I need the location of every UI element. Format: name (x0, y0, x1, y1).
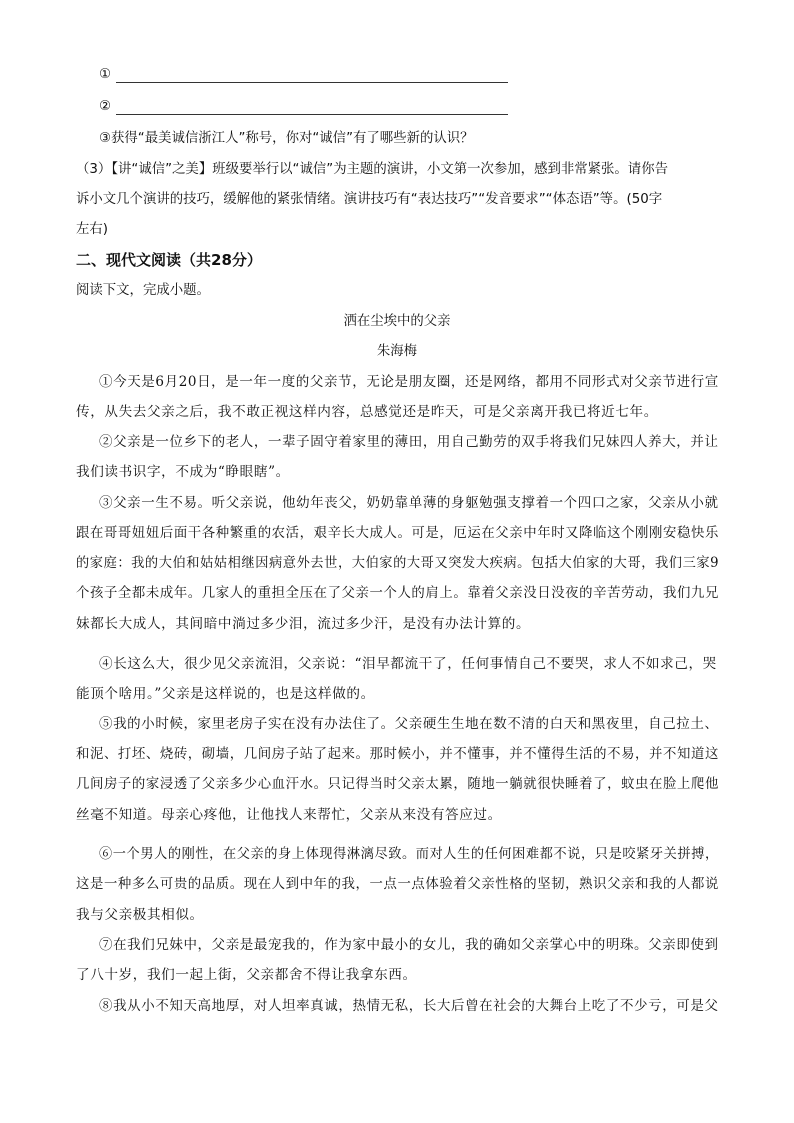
article-line: 能顶个啥用。”父亲是这样说的，也是这样做的。 (76, 686, 375, 702)
question-3-line-2: 诉小文几个演讲的技巧，缓解他的紧张情绪。演讲技巧有“表达技巧”“发音要求”“体态语”等。(50字 (76, 192, 663, 207)
question-item-1-mark: ① (99, 67, 112, 82)
article-line: 的家庭：我的大伯和姑姑相继因病意外去世，大伯家的大哥又突发大疾病。包括大伯家的大哥，我们三家9 (76, 555, 720, 571)
article-line: 传，从失去父亲之后，我不敢正视这样内容，总感觉还是昨天，可是父亲离开我已将近七年。 (76, 404, 658, 420)
article-line: ⑤我的小时候，家里老房子实在没有办法住了。父亲硬生生地在数不清的白天和黑夜里，自己拉土、 (99, 716, 719, 732)
article-line: 妹都长大成人，其间暗中淌过多少泪，流过多少汗，是没有办法计算的。 (76, 616, 531, 632)
article-line: ⑦在我们兄妹中，父亲是最宠我的，作为家中最小的女儿，我的确如父亲掌心中的明珠。父亲即使到 (99, 937, 719, 953)
question-3-line-3: 左右) (76, 222, 109, 237)
article-line: ④长这么大，很少见父亲流泪，父亲说：“泪早都流干了，任何事情自己不要哭，求人不如求己，哭 (99, 656, 717, 672)
article-line: ③父亲一生不易。听父亲说，他幼年丧父，奶奶靠单薄的身躯勉强支撑着一个四口之家，父亲从小就 (99, 495, 719, 511)
article-line: 个孩子全都未成年。几家人的重担全压在了父亲一个人的肩上。靠着父亲没日没夜的辛苦劳动，我们九兄 (76, 585, 719, 601)
article-line: ①今天是6月20日，是一年一度的父亲节，无论是朋友圈，还是网络，都用不同形式对父亲节进行宣 (99, 374, 719, 390)
article-line: 和泥、打坯、烧砖，砌墙，几间房子站了起来。那时候小，并不懂事，并不懂得生活的不易，并不知道这 (76, 746, 719, 762)
article-author: 朱海梅 (376, 344, 418, 359)
article-line: ⑧我从小不知天高地厚，对人坦率真诚，热情无私，长大后曾在社会的大舞台上吃了不少亏，可是父 (99, 998, 719, 1014)
article-line: 我们读书识字，不成为“睁眼瞎”。 (76, 464, 290, 480)
article-line: 几间房子的家浸透了父亲多少心血汗水。只记得当时父亲太累，随地一躺就很快睡着了，蚊虫在脸上爬他 (76, 776, 719, 792)
section-heading: 二、现代文阅读（共28分） (76, 251, 262, 269)
article-line: 了八十岁，我们一起上街，父亲都舍不得让我拿东西。 (76, 967, 417, 983)
article-title: 洒在尘埃中的父亲 (343, 314, 451, 329)
section-instruction: 阅读下文，完成小题。 (76, 283, 210, 298)
article-line: 我与父亲极其相似。 (76, 907, 204, 923)
answer-blank-2 (116, 114, 508, 115)
article-line: 这是一种多么可贵的品质。现在人到中年的我，一点一点体验着父亲性格的坚韧，熟识父亲和我的人都说 (76, 876, 719, 892)
question-item-2-mark: ② (99, 99, 112, 114)
question-3-line-1: （3）【讲“诚信”之美】班级要举行以“诚信”为主题的演讲，小文第一次参加，感到非常紧张。请你告 (76, 162, 668, 177)
answer-blank-1 (116, 82, 508, 83)
article-line: ⑥一个男人的刚性，在父亲的身上体现得淋漓尽致。而对人生的任何困难都不说，只是咬紧牙关拼搏， (99, 846, 719, 862)
article-line: 丝毫不知道。母亲心疼他，让他找人来帮忙，父亲从来没有答应过。 (76, 807, 502, 823)
article-line: 跟在哥哥妞妞后面干各种繁重的农活，艰辛长大成人。可是，厄运在父亲中年时又降临这个刚刚安稳快乐 (76, 525, 719, 541)
article-line: ②父亲是一位乡下的老人，一辈子固守着家里的薄田，用自己勤劳的双手将我们兄妹四人养大，并让 (99, 434, 719, 450)
question-item-3: ③获得“最美诚信浙江人”称号，你对“诚信”有了哪些新的认识？ (99, 131, 474, 146)
